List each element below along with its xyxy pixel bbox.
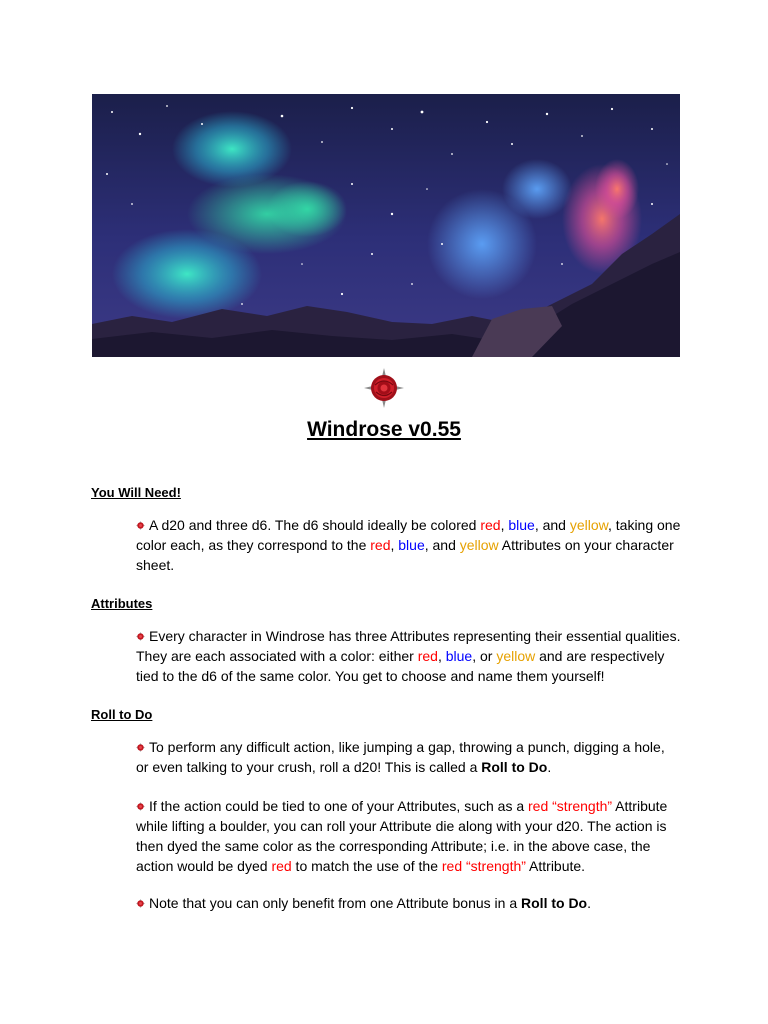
rose-bullet-icon bbox=[136, 802, 145, 811]
rose-bullet-icon bbox=[136, 899, 145, 908]
heading-attributes: Attributes bbox=[91, 596, 153, 611]
aurora-banner-image bbox=[92, 94, 680, 357]
rose-compass-icon bbox=[363, 367, 405, 409]
paragraph-need: A d20 and three d6. The d6 should ideally be colored red, blue, and yellow, taking one color each, as they correspond to the red, blue, and yellow Attributes on your character sheet. bbox=[136, 517, 681, 573]
heading-roll-to-do: Roll to Do bbox=[91, 707, 153, 722]
heading-you-will-need: You Will Need! bbox=[91, 485, 181, 500]
rose-bullet-icon bbox=[136, 521, 145, 530]
paragraph-roll-2: If the action could be tied to one of your Attributes, such as a red “strength” Attribute while lifting a boulder, you can roll your Attribute die along with your d20. The action is then dyed the same color as the corresponding Attribute; i.e. in the above case, the action would be dyed red to match the use of the red “strength” Attribute. bbox=[136, 798, 668, 874]
paragraph-attributes: Every character in Windrose has three Attributes representing their essential qualities. They are each associated with a color: either red, blue, or yellow and are respectively tied to the d6 of the same color. You get to choose and name them yourself! bbox=[136, 628, 681, 684]
rose-bullet-icon bbox=[136, 743, 145, 752]
paragraph-roll-3: Note that you can only benefit from one Attribute bonus in a Roll to Do. bbox=[136, 893, 681, 913]
document-title: Windrose v0.55 bbox=[307, 418, 461, 441]
paragraph-roll-1: To perform any difficult action, like jumping a gap, throwing a punch, digging a hole, or even talking to your crush, roll a d20! This is called a Roll to Do. bbox=[136, 739, 665, 775]
rose-bullet-icon bbox=[136, 632, 145, 641]
